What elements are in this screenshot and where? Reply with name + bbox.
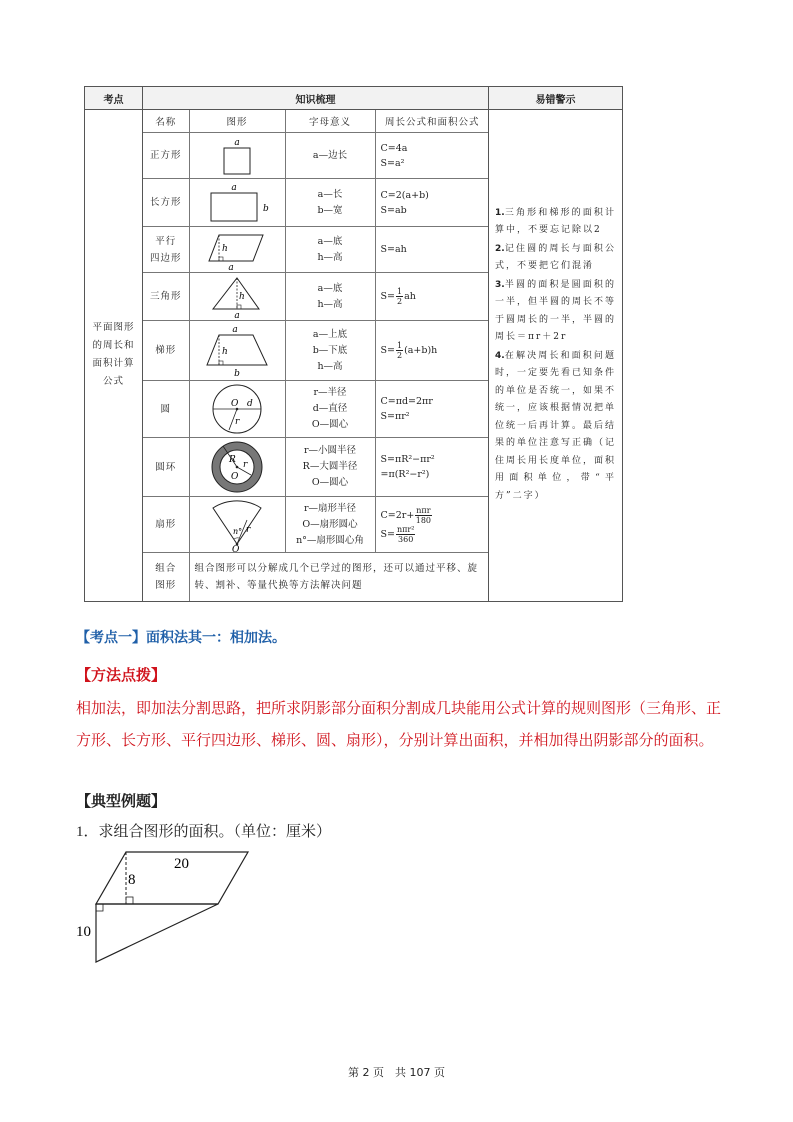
- row-formula: [375, 273, 489, 321]
- formula-line: [381, 506, 490, 525]
- label-O: O: [231, 472, 239, 482]
- meaning-line: b—下底: [312, 344, 348, 356]
- meaning-line: a—上底: [312, 328, 348, 340]
- square-diagram: [207, 136, 267, 176]
- warning-item: [495, 205, 616, 240]
- label-b: b: [234, 368, 240, 379]
- table-header-row: [85, 87, 623, 110]
- formula-line: S=πR²−πr²: [380, 454, 435, 465]
- rectangle-figure: [189, 179, 285, 227]
- formula-line: S=ab: [380, 204, 407, 216]
- annulus-figure: [189, 438, 285, 497]
- row-name: [143, 227, 189, 273]
- label-d: d: [247, 399, 253, 409]
- row-meaning: [285, 273, 375, 321]
- formula-line: =π(R²−r²): [380, 469, 430, 480]
- name-line: 正方形: [149, 150, 182, 161]
- sector-figure: [189, 497, 285, 553]
- parallelogram-figure: [189, 227, 285, 273]
- fraction-den: 360: [398, 534, 414, 544]
- row-meaning: [285, 438, 375, 497]
- name-line: 四边形: [149, 252, 182, 264]
- row-name: [143, 381, 189, 438]
- row-combo: [143, 553, 489, 601]
- label-r: r: [246, 524, 251, 535]
- formula-line: C=2(a+b): [380, 189, 429, 201]
- label-O: O: [231, 399, 239, 409]
- method-text: 相加法，即加法分割思路，把所求阴影部分面积分割成几块能用公式计算的规则图形（三角形、正方形、长方形、平行四边形、梯形、圆、扇形），分别计算出面积，并相加得出阴影部分的面积。: [76, 699, 722, 749]
- question-number: 1．: [76, 824, 99, 840]
- topic-line: 面积计算: [92, 358, 135, 370]
- label-n: n°: [233, 526, 243, 536]
- formula-part: ah: [404, 291, 416, 302]
- name-line: 长方形: [149, 197, 182, 208]
- row-name: [143, 179, 189, 227]
- meaning-line: r—扇形半径: [303, 502, 357, 514]
- topic-line: 公式: [102, 376, 124, 388]
- warning-item: [495, 241, 616, 276]
- row-name: [143, 497, 189, 553]
- name-line: 图形: [155, 579, 177, 591]
- name-line: 三角形: [149, 291, 182, 302]
- name-line: 扇形: [155, 519, 177, 530]
- label-O: O: [232, 544, 240, 552]
- meaning-line: r—小圆半径: [303, 445, 357, 456]
- warning-num: 3.: [495, 279, 505, 290]
- topic-cell: [85, 110, 143, 602]
- col-meaning: 字母意义: [285, 110, 375, 133]
- formula-part: C=2r+: [380, 509, 415, 521]
- meaning-line: b—宽: [317, 204, 343, 216]
- label-8: 8: [128, 872, 136, 888]
- col-name: 名称: [143, 110, 189, 133]
- fraction: [415, 506, 431, 525]
- label-a: a: [232, 324, 238, 335]
- header-kaodian: 考点: [85, 87, 143, 110]
- warning-item: [495, 348, 616, 506]
- label-10: 10: [76, 924, 91, 940]
- warning-num: 1.: [495, 207, 505, 218]
- annulus-diagram: [195, 439, 279, 495]
- label-r: r: [235, 417, 240, 427]
- formula-line: S=a²: [380, 157, 405, 169]
- label-a: a: [234, 310, 240, 319]
- label-a: a: [234, 137, 240, 148]
- fraction: [396, 287, 403, 306]
- row-formula: [375, 321, 489, 381]
- inner-header-row: [143, 110, 489, 133]
- fraction-num: nπr²: [396, 524, 415, 534]
- formula-part: S=: [380, 291, 395, 302]
- fraction: [396, 525, 415, 544]
- trapezoid-figure: [189, 321, 285, 381]
- header-yicuo: 易错警示: [489, 87, 623, 110]
- row-meaning: [285, 179, 375, 227]
- warning-num: 4.: [495, 350, 505, 361]
- warnings-cell: [489, 110, 623, 602]
- formula-part: S=: [380, 528, 395, 540]
- warning-item: [495, 277, 616, 347]
- label-a: a: [228, 262, 234, 271]
- row-meaning: [285, 227, 375, 273]
- row-sector: [143, 497, 489, 553]
- label-h: h: [222, 243, 228, 254]
- row-name: [143, 133, 189, 179]
- fraction-num: 1: [396, 341, 403, 350]
- meaning-line: a—边长: [312, 149, 348, 161]
- row-meaning: [285, 497, 375, 553]
- formula-table: [143, 110, 489, 601]
- formula-line: S=πr²: [380, 411, 410, 422]
- row-meaning: [285, 133, 375, 179]
- trapezoid-diagram: [195, 323, 279, 379]
- row-triangle: [143, 273, 489, 321]
- question-text: 求组合图形的面积。（单位：厘米）: [98, 822, 332, 840]
- col-figure: 图形: [189, 110, 285, 133]
- col-formula: 周长公式和面积公式: [375, 110, 489, 133]
- warning-text: 三角形和梯形的面积计算中，不要忘记除以2: [495, 207, 616, 235]
- meaning-line: a—底: [317, 282, 343, 294]
- problem-figure: [72, 846, 272, 970]
- knowledge-cell: [143, 110, 489, 602]
- formula-line: S=ah: [380, 244, 407, 255]
- meaning-line: O—圆心: [311, 419, 349, 430]
- fraction-den: 2: [396, 297, 403, 306]
- page-footer: 第 2 页 共 107 页: [348, 1066, 445, 1079]
- row-formula: [375, 179, 489, 227]
- label-a: a: [231, 182, 237, 193]
- formula-line: C=4a: [380, 142, 408, 154]
- name-line: 梯形: [155, 345, 177, 356]
- method-title: 【方法点拨】: [76, 666, 167, 684]
- formula-part: S=: [380, 345, 395, 356]
- row-meaning: [285, 321, 375, 381]
- row-circle: [143, 381, 489, 438]
- rectangle-diagram: [197, 181, 277, 225]
- label-R: R: [229, 455, 236, 465]
- meaning-line: R—大圆半径: [302, 461, 358, 472]
- meaning-line: O—圆心: [311, 477, 349, 488]
- meaning-line: O—扇形圆心: [302, 518, 358, 530]
- circle-diagram: [195, 382, 279, 436]
- row-square: [143, 133, 489, 179]
- name-line: 组合: [155, 562, 177, 574]
- meaning-line: a—长: [317, 188, 343, 200]
- example-title: 【典型例题】: [76, 792, 167, 810]
- circle-figure: [189, 381, 285, 438]
- meaning-line: n°—扇形圆心角: [296, 534, 364, 546]
- row-name: [143, 273, 189, 321]
- row-formula: [375, 497, 489, 553]
- section-title: 【考点一】面积法其一：相加法。: [76, 630, 286, 646]
- row-rectangle: [143, 179, 489, 227]
- topic-line: 的周长和: [92, 340, 135, 352]
- formula-part: (a+b)h: [404, 345, 438, 356]
- row-name: [143, 553, 189, 601]
- formula-line: C=πd=2πr: [380, 396, 433, 407]
- warning-num: 2.: [495, 243, 505, 254]
- row-name: [143, 438, 189, 497]
- header-zhishi: 知识梳理: [143, 87, 489, 110]
- warning-text: 半圆的面积是圆面积的一半，但半圆的周长不等于圆周长的一半，半圆的周长＝πr＋2r: [495, 279, 617, 342]
- row-formula: [375, 227, 489, 273]
- name-line: 圆环: [155, 461, 177, 473]
- parallelogram-diagram: [197, 229, 277, 271]
- name-line: 圆: [160, 403, 171, 415]
- fraction-num: nπr: [416, 505, 431, 515]
- square-figure: [189, 133, 285, 179]
- meaning-line: h—高: [317, 251, 343, 263]
- fraction-num: 1: [396, 287, 403, 296]
- row-annulus: [143, 438, 489, 497]
- label-r: r: [243, 460, 248, 470]
- sector-diagram: [195, 498, 279, 552]
- row-formula: [375, 133, 489, 179]
- label-h: h: [239, 291, 245, 302]
- label-20: 20: [174, 856, 189, 872]
- row-formula: [375, 438, 489, 497]
- meaning-line: a—底: [317, 235, 343, 247]
- meaning-line: d—直径: [312, 403, 348, 414]
- fraction: [396, 341, 403, 360]
- meaning-line: r—半径: [313, 387, 347, 398]
- label-h: h: [222, 346, 228, 357]
- warning-text: 在解决周长和面积问题时，一定要先看已知条件的单位是否统一，如果不统一，应该根据情况把单位统一后再计算。最后结果的单位注意写正确（记住周长用长度单位，面积用面积单位，带“平方”二字）: [495, 350, 617, 501]
- label-b: b: [263, 203, 269, 214]
- fraction-den: 180: [415, 515, 432, 525]
- name-line: 平行: [155, 235, 177, 247]
- topic-line: 平面图形: [92, 322, 135, 334]
- fraction-den: 2: [396, 351, 403, 360]
- warning-text: 记住圆的周长与面积公式，不要把它们混淆: [495, 243, 616, 271]
- question: [76, 820, 331, 841]
- meaning-line: h—高: [317, 360, 343, 372]
- row-meaning: [285, 381, 375, 438]
- triangle-figure: [189, 273, 285, 321]
- knowledge-table-wrapper: [84, 86, 622, 602]
- formula-line: [381, 525, 490, 544]
- row-parallelogram: [143, 227, 489, 273]
- combo-text: 组合图形可以分解成几个已学过的图形，还可以通过平移、旋转、割补、等量代换等方法解决问题: [189, 553, 489, 601]
- row-name: [143, 321, 189, 381]
- row-trapezoid: [143, 321, 489, 381]
- row-formula: [375, 381, 489, 438]
- meaning-line: h—高: [317, 298, 343, 310]
- triangle-diagram: [197, 275, 277, 319]
- knowledge-table: [84, 86, 623, 602]
